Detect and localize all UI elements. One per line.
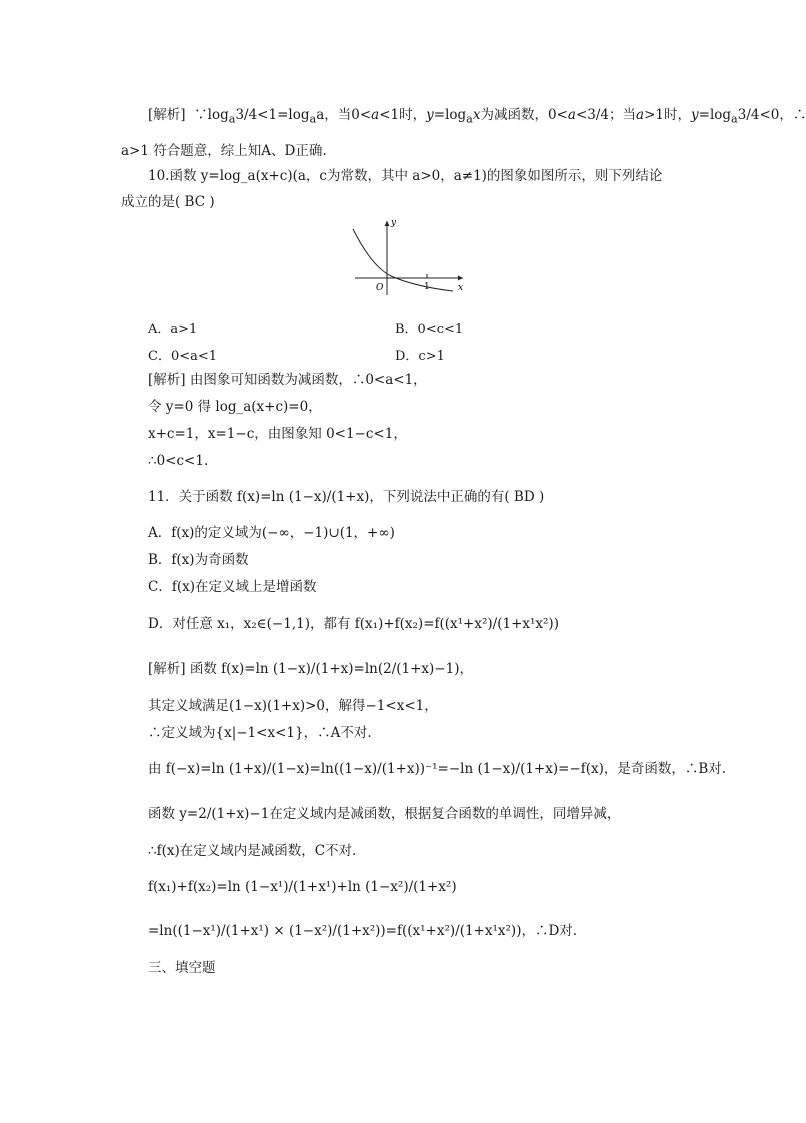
option-b: B．0<c<1 bbox=[395, 322, 464, 337]
y-axis-label: y bbox=[391, 218, 397, 228]
option-d: D．c>1 bbox=[395, 349, 445, 364]
question-11: 11．关于函数 f(x)=ln (1−x)/(1+x)，下列说法中正确的有( BD ) bbox=[148, 489, 545, 505]
question-11-option-d: D．对任意 x₁，x₂∈(−1,1)，都有 f(x₁)+f(x₂)=f((x¹+x²)/(1+x¹x²)) bbox=[148, 616, 559, 632]
solution-11-line-8: =ln((1−x¹)/(1+x¹) × (1−x²)/(1+x²))=f((x¹+x²)/(1+x¹x²))，∴D对. bbox=[148, 923, 578, 939]
solution-9-line-1: [解析] $\because\log_a3/4<1=\log_aa$，当0<a<1时，$y=\log_ax$为减函数，0<a<3/4；当a>1时，$y=\log_a3/4<0$，∴ bbox=[148, 107, 806, 126]
solution-11-line-5: 函数 y=2/(1+x)−1在定义域内是减函数，根据复合函数的单调性，同增异减， bbox=[148, 806, 621, 822]
solution-11-line-1: [解析] 函数 f(x)=ln (1−x)/(1+x)=ln(2/(1+x)−1)， bbox=[148, 661, 473, 677]
option-a: A．a>1 bbox=[148, 322, 198, 337]
question-11-option-b: B．f(x)为奇函数 bbox=[148, 552, 249, 568]
solution-9-line-2: a>1 符合题意，综上知A、D正确. bbox=[121, 143, 327, 159]
origin-label: O bbox=[376, 283, 384, 293]
solution-11-line-3: ∴定义域为{x|−1<x<1}，∴A不对. bbox=[148, 725, 372, 741]
solution-11-line-2: 其定义域满足(1−x)(1+x)>0，解得−1<x<1， bbox=[148, 698, 438, 714]
log-function-graph bbox=[345, 215, 475, 297]
x-axis-label: x bbox=[458, 283, 464, 293]
question-11-option-c: C．f(x)在定义域上是增函数 bbox=[148, 579, 317, 595]
solution-10-line-1: [解析] 由图象可知函数为减函数，∴0<a<1， bbox=[148, 372, 427, 388]
solution-11-line-4: 由 f(−x)=ln (1+x)/(1−x)=ln((1−x)/(1+x))⁻¹=−ln (1−x)/(1+x)=−f(x)，是奇函数，∴B对. bbox=[148, 761, 727, 777]
question-10-line-1: 10.函数 y=log_a(x+c)(a，c为常数，其中 a>0，a≠1)的图象如图所示，则下列结论 bbox=[148, 168, 663, 184]
solution-10-line-3: x+c=1，x=1−c，由图象知 0<1−c<1， bbox=[148, 426, 407, 442]
tick-one-label: 1 bbox=[424, 282, 430, 292]
solution-11-line-7: f(x₁)+f(x₂)=ln (1−x¹)/(1+x¹)+ln (1−x²)/(1+x²) bbox=[148, 879, 457, 895]
question-10-line-2: 成立的是( BC ) bbox=[121, 194, 215, 210]
label-jiexi: [解析] bbox=[148, 107, 186, 123]
y-axis-arrow bbox=[385, 221, 390, 226]
option-c: C．0<a<1 bbox=[148, 349, 218, 364]
curve bbox=[353, 229, 453, 291]
section-heading-fill-in: 三、填空题 bbox=[148, 960, 216, 976]
solution-10-line-4: ∴0<c<1. bbox=[148, 453, 209, 469]
question-11-option-a: A．f(x)的定义域为(−∞，−1)∪(1，+∞) bbox=[148, 525, 395, 541]
solution-10-line-2: 令 y=0 得 log_a(x+c)=0， bbox=[148, 399, 322, 415]
solution-11-line-6: ∴f(x)在定义域内是减函数，C不对. bbox=[148, 843, 357, 859]
x-axis-arrow bbox=[458, 276, 463, 281]
